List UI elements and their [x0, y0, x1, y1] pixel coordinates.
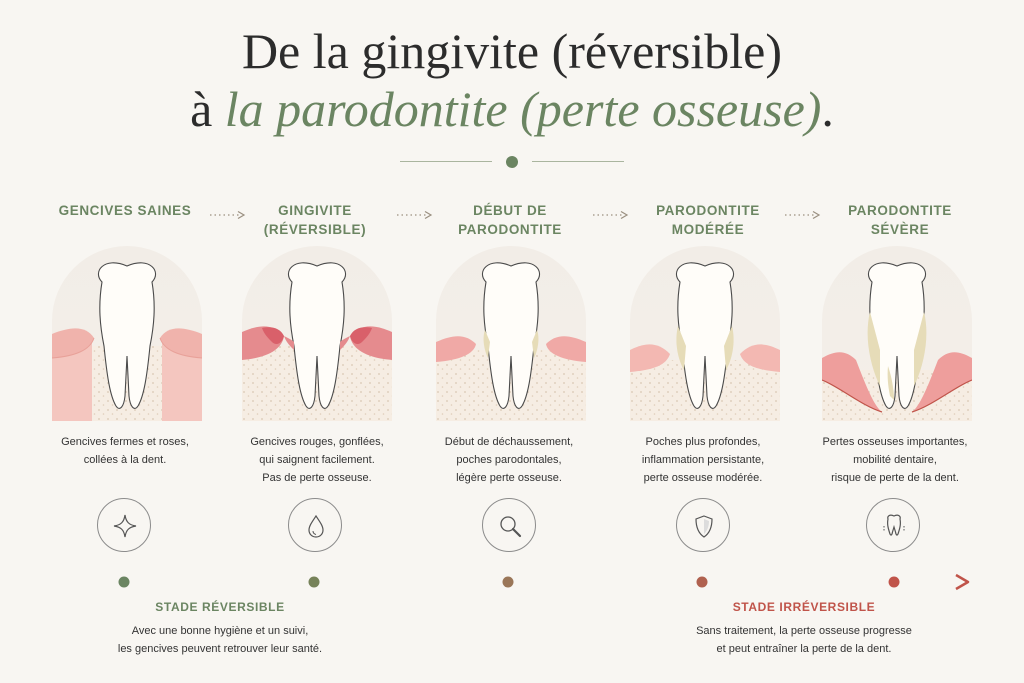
shield-icon: [676, 498, 730, 552]
gingivitis-illustration: [242, 246, 392, 421]
title-line-2-accent: la parodontite (perte osseuse): [224, 81, 822, 137]
stage-1-title-line-1: GENCIVES SAINES: [58, 203, 192, 218]
sparkle-icon: [97, 498, 151, 552]
severe-periodontitis-illustration: [822, 246, 972, 421]
healthy-gum-illustration: [52, 246, 202, 421]
stage-2-description-line-1: Gencives rouges, gonflées,: [250, 436, 384, 448]
stage-3-description-line-3: légère perte osseuse.: [456, 472, 562, 484]
divider-line-left: [400, 161, 492, 162]
stage-5-description-line-3: risque de perte de la dent.: [831, 472, 959, 484]
stage-4-title: [628, 201, 788, 239]
stage-3-description: [414, 433, 604, 487]
title-divider: [400, 156, 624, 168]
timeline-marker: [503, 577, 514, 588]
magnifier-icon: [482, 498, 536, 552]
early-periodontitis-illustration: [436, 246, 586, 421]
stage-3-description-line-1: Début de déchaussement,: [444, 436, 574, 448]
timeline-marker: [889, 577, 900, 588]
dotted-arrow-icon: [593, 210, 629, 220]
stage-5-description-line-2: mobilité dentaire,: [853, 454, 937, 466]
divider-line-right: [532, 161, 624, 162]
divider-dot: [506, 156, 518, 168]
title-line-2-prefix: à: [190, 81, 225, 137]
irreversible-stage-text: [654, 622, 954, 658]
stage-1-description-line-2: collées à la dent.: [83, 454, 167, 466]
dotted-arrow-icon: [785, 210, 821, 220]
irreversible-stage-text-line-1: Sans traitement, la perte osseuse progresse: [696, 625, 912, 637]
reversible-stage-title: STADE RÉVERSIBLE: [155, 600, 285, 614]
stage-4-title-line-1: PARODONTITE: [656, 203, 760, 218]
reversible-stage-text-line-2: les gencives peuvent retrouver leur santé.: [117, 643, 323, 655]
stage-1-description: [30, 433, 220, 469]
stage-5-description: [800, 433, 990, 487]
stage-4-description-line-3: perte osseuse modérée.: [643, 472, 763, 484]
stage-3-title-line-1: DÉBUT DE: [473, 203, 547, 218]
progression-timeline: [0, 570, 1024, 594]
stage-2-description: [222, 433, 412, 487]
loose-tooth-icon: [866, 498, 920, 552]
stage-2-title: [235, 201, 395, 239]
stage-5-title-line-2: SÉVÈRE: [870, 222, 930, 237]
stage-5-title: [820, 201, 980, 239]
stage-4-description-line-1: Poches plus profondes,: [645, 436, 761, 448]
dotted-arrow-icon: [397, 210, 433, 220]
title-line-2-suffix: .: [821, 81, 834, 137]
stage-2-title-line-1: GINGIVITE: [278, 203, 352, 218]
stage-1-title: [45, 201, 205, 220]
irreversible-stage-title: STADE IRRÉVERSIBLE: [732, 600, 876, 614]
stage-3-description-line-2: poches parodontales,: [456, 454, 562, 466]
irreversible-stage-text-line-2: et peut entraîner la perte de la dent.: [716, 643, 892, 655]
timeline-marker: [309, 577, 320, 588]
reversible-stage-text-line-1: Avec une bonne hygiène et un suivi,: [131, 625, 309, 637]
dotted-arrow-icon: [210, 210, 246, 220]
stage-2-description-line-2: qui saignent facilement.: [259, 454, 375, 466]
title-line-1: De la gingivite (réversible): [241, 23, 783, 79]
stage-4-title-line-2: MODÉRÉE: [671, 222, 745, 237]
stage-4-description-line-2: inflammation persistante,: [641, 454, 765, 466]
title-line-2: [0, 80, 1024, 138]
stage-3-title: [430, 201, 590, 239]
moderate-periodontitis-illustration: [630, 246, 780, 421]
stage-4-description: [608, 433, 798, 487]
page-title: [0, 22, 1024, 138]
drop-icon: [288, 498, 342, 552]
reversible-stage-text: [70, 622, 370, 658]
timeline-marker: [697, 577, 708, 588]
stage-5-title-line-1: PARODONTITE: [848, 203, 952, 218]
stage-1-description-line-1: Gencives fermes et roses,: [61, 436, 189, 448]
stage-5-description-line-1: Pertes osseuses importantes,: [822, 436, 968, 448]
stage-2-description-line-3: Pas de perte osseuse.: [262, 472, 372, 484]
timeline-marker: [119, 577, 130, 588]
stage-2-title-line-2: (RÉVERSIBLE): [263, 222, 367, 237]
stage-3-title-line-2: PARODONTITE: [458, 222, 562, 237]
